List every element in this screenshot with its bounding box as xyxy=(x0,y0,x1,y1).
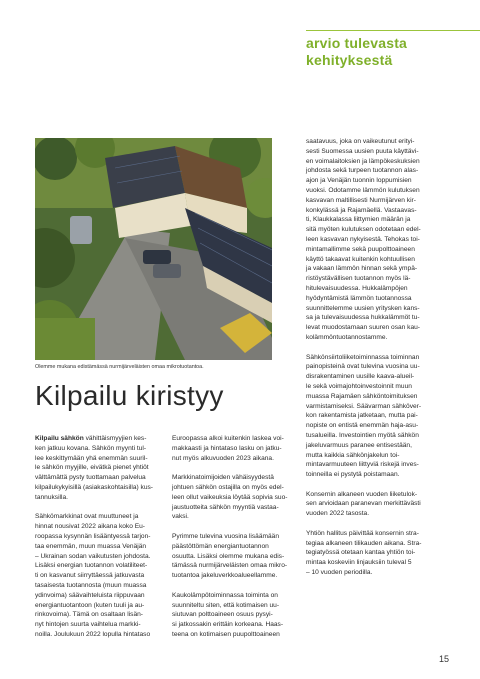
paragraph: Yhtiön hallitus päivittää konsernin stra- tegiaa alkaneen tilikauden aikana. Stra- tegiatyössä otetaan kantaa yhtiön toi- mintaa koskeviin linjauksiin tuleval 5 – 10 vuoden periodilla. xyxy=(306,529,422,577)
paragraph: saatavuus, joka on vaikeutunut erityi- sesti Suomessa uusien puuta käyttävi- en voimalaitoksien ja lämpökeskuksien johdosta sekä turpeen tuotannon alas- ajon ja Venäjän tuonnin loppumisien vuoksi. Odotamme lämmön kulutuksen kasvavan maltillisesti Nurmijärven kir- konkylässä ja Rajamäellä. Vastaavas- ti, Klaukkalassa liittymien määrän ja sitä myöten kulutuksen odotetaan edel- leen kasvavan nykyisestä. Tehokas toi- mintamallimme sekä puupolttoaineen käyttö takaavat kuitenkin kohtuullisen ja vakaan lämmön hinnan sekä ympä- ristöystävällisen tuotannon myös lä- hitulevaisuudessa. Hukkalämpöjen hyödyntämistä lämmön tuotannossa suunnittelemme uusien yritysken kans- sa ja tulevaisuudessa hukkalämmöt tu- levat muodostamaan suuren osan kau- kolämmöntuotannostamme. xyxy=(306,138,421,341)
paragraph: Kaukolämpötoiminnassa toiminta on suunniteltu siten, että kotimaisen uu- siutuvan polttoaineen osuus pysyi- si jatkossakin erittäin korkeana. Haas- teena on kotimaisen puupolttoaineen xyxy=(172,591,284,638)
paragraph: Euroopassa alkoi kuitenkin laskea voi- makkaasti ja hintataso lasku on jatku- nut myös alkuvuoden 2023 aikana. xyxy=(172,435,284,462)
page-heading: Kilpailu kiristyy xyxy=(35,380,224,411)
text-column-2 xyxy=(172,434,299,650)
text-column-1 xyxy=(35,434,160,650)
paragraph: Konsernin alkaneen vuoden liiketulok- sen arvioidaan paranevan merkittävästi vuoden 2022 tasosta. xyxy=(306,490,421,518)
text-column-3 xyxy=(306,137,440,588)
paragraph: Sähkönsiirtoliiketoiminnassa toiminnan painopisteinä ovat tulevina vuosina uu- disrakentaminen uusille kaava-alueil- le sekä voimajohtoinvestoinnit muun muassa Rajamäen sähköntoimituksen varmistamiseksi. Säävarman sähköver- kon rakentamista jatketaan, mutta pai- nopiste on entistä enemmän haja-asu- tusalueilla. Investointien myötä sähkön jakeluvarmuus paranee entisestään, mutta kaikkia sähkönjakelun toi- mintavarmuuteen liittyviä riskejä inves- toinneilla ei pystytä poistamaan. xyxy=(306,353,422,479)
paragraph: Markkinatoimijoiden vähäisyydestä johtuen sähkön ostajilla on myös edel- leen ollut vaikeuksia löytää sopivia suo- jaustuotteita sähkön myyntiä vastaa- vaksi. xyxy=(172,474,288,521)
section-title-line2: kehityksestä xyxy=(306,52,393,68)
paragraph: Pyrimme tulevina vuosina lisäämään päästöttömän energiantuotannon osuutta. Lisäksi olemme mukana edis- tämässä nurmijärveläisten omaa mikro- tuotantoa jakeluverkkoalueellamme. xyxy=(172,532,288,580)
photo-caption: Olemme mukana edistämässä nurmijärveläisten omaa mikrotuotantoa. xyxy=(35,364,204,370)
photo-illustration xyxy=(35,138,272,360)
aerial-house-solar-photo xyxy=(35,138,272,360)
paragraph xyxy=(35,434,160,503)
lead-in: Kilpailu sähkön xyxy=(35,435,84,442)
page-number: 15 xyxy=(438,654,449,664)
paragraph: Sähkömarkkinat ovat muuttuneet ja hinnat nousivat 2022 aikana koko Eu- roopassa kysynnän lisääntyessä tarjon- taa enemmän, muun muassa Venäjän – Ukrainan sodan vaikutusten johdosta. Lisäksi energian tuotannon volatiliteet- ti on kasvanut siirryttäessä jatkuvasta tasaisesta tuotannosta (muun muassa ydinvoima) säävaihteluista riippuvaan energiantuotantoon (kuten tuuli ja au- rinkovoima). Tämä on osaltaan lisän- nyt hintojen suurta vaihtelua markki- noilla. Joulukuun 2022 lopulla hintataso xyxy=(35,513,151,638)
section-title-rule xyxy=(306,30,480,31)
paragraph-text: vähittäismyyjien kes- ken jatkuu kovana. Sähkön myynti tul- lee keskittymään yhä enemmän suuril- le sähkön myyjille, eivätkä pienet yhtiöt välttämättä pysty tuottamaan palvelua kilpailukykyisillä (asiakaskohtaisilla) kus- tannuksilla. xyxy=(35,435,153,501)
section-title-line1: arvio tulevasta xyxy=(306,35,408,51)
section-title xyxy=(306,30,476,69)
